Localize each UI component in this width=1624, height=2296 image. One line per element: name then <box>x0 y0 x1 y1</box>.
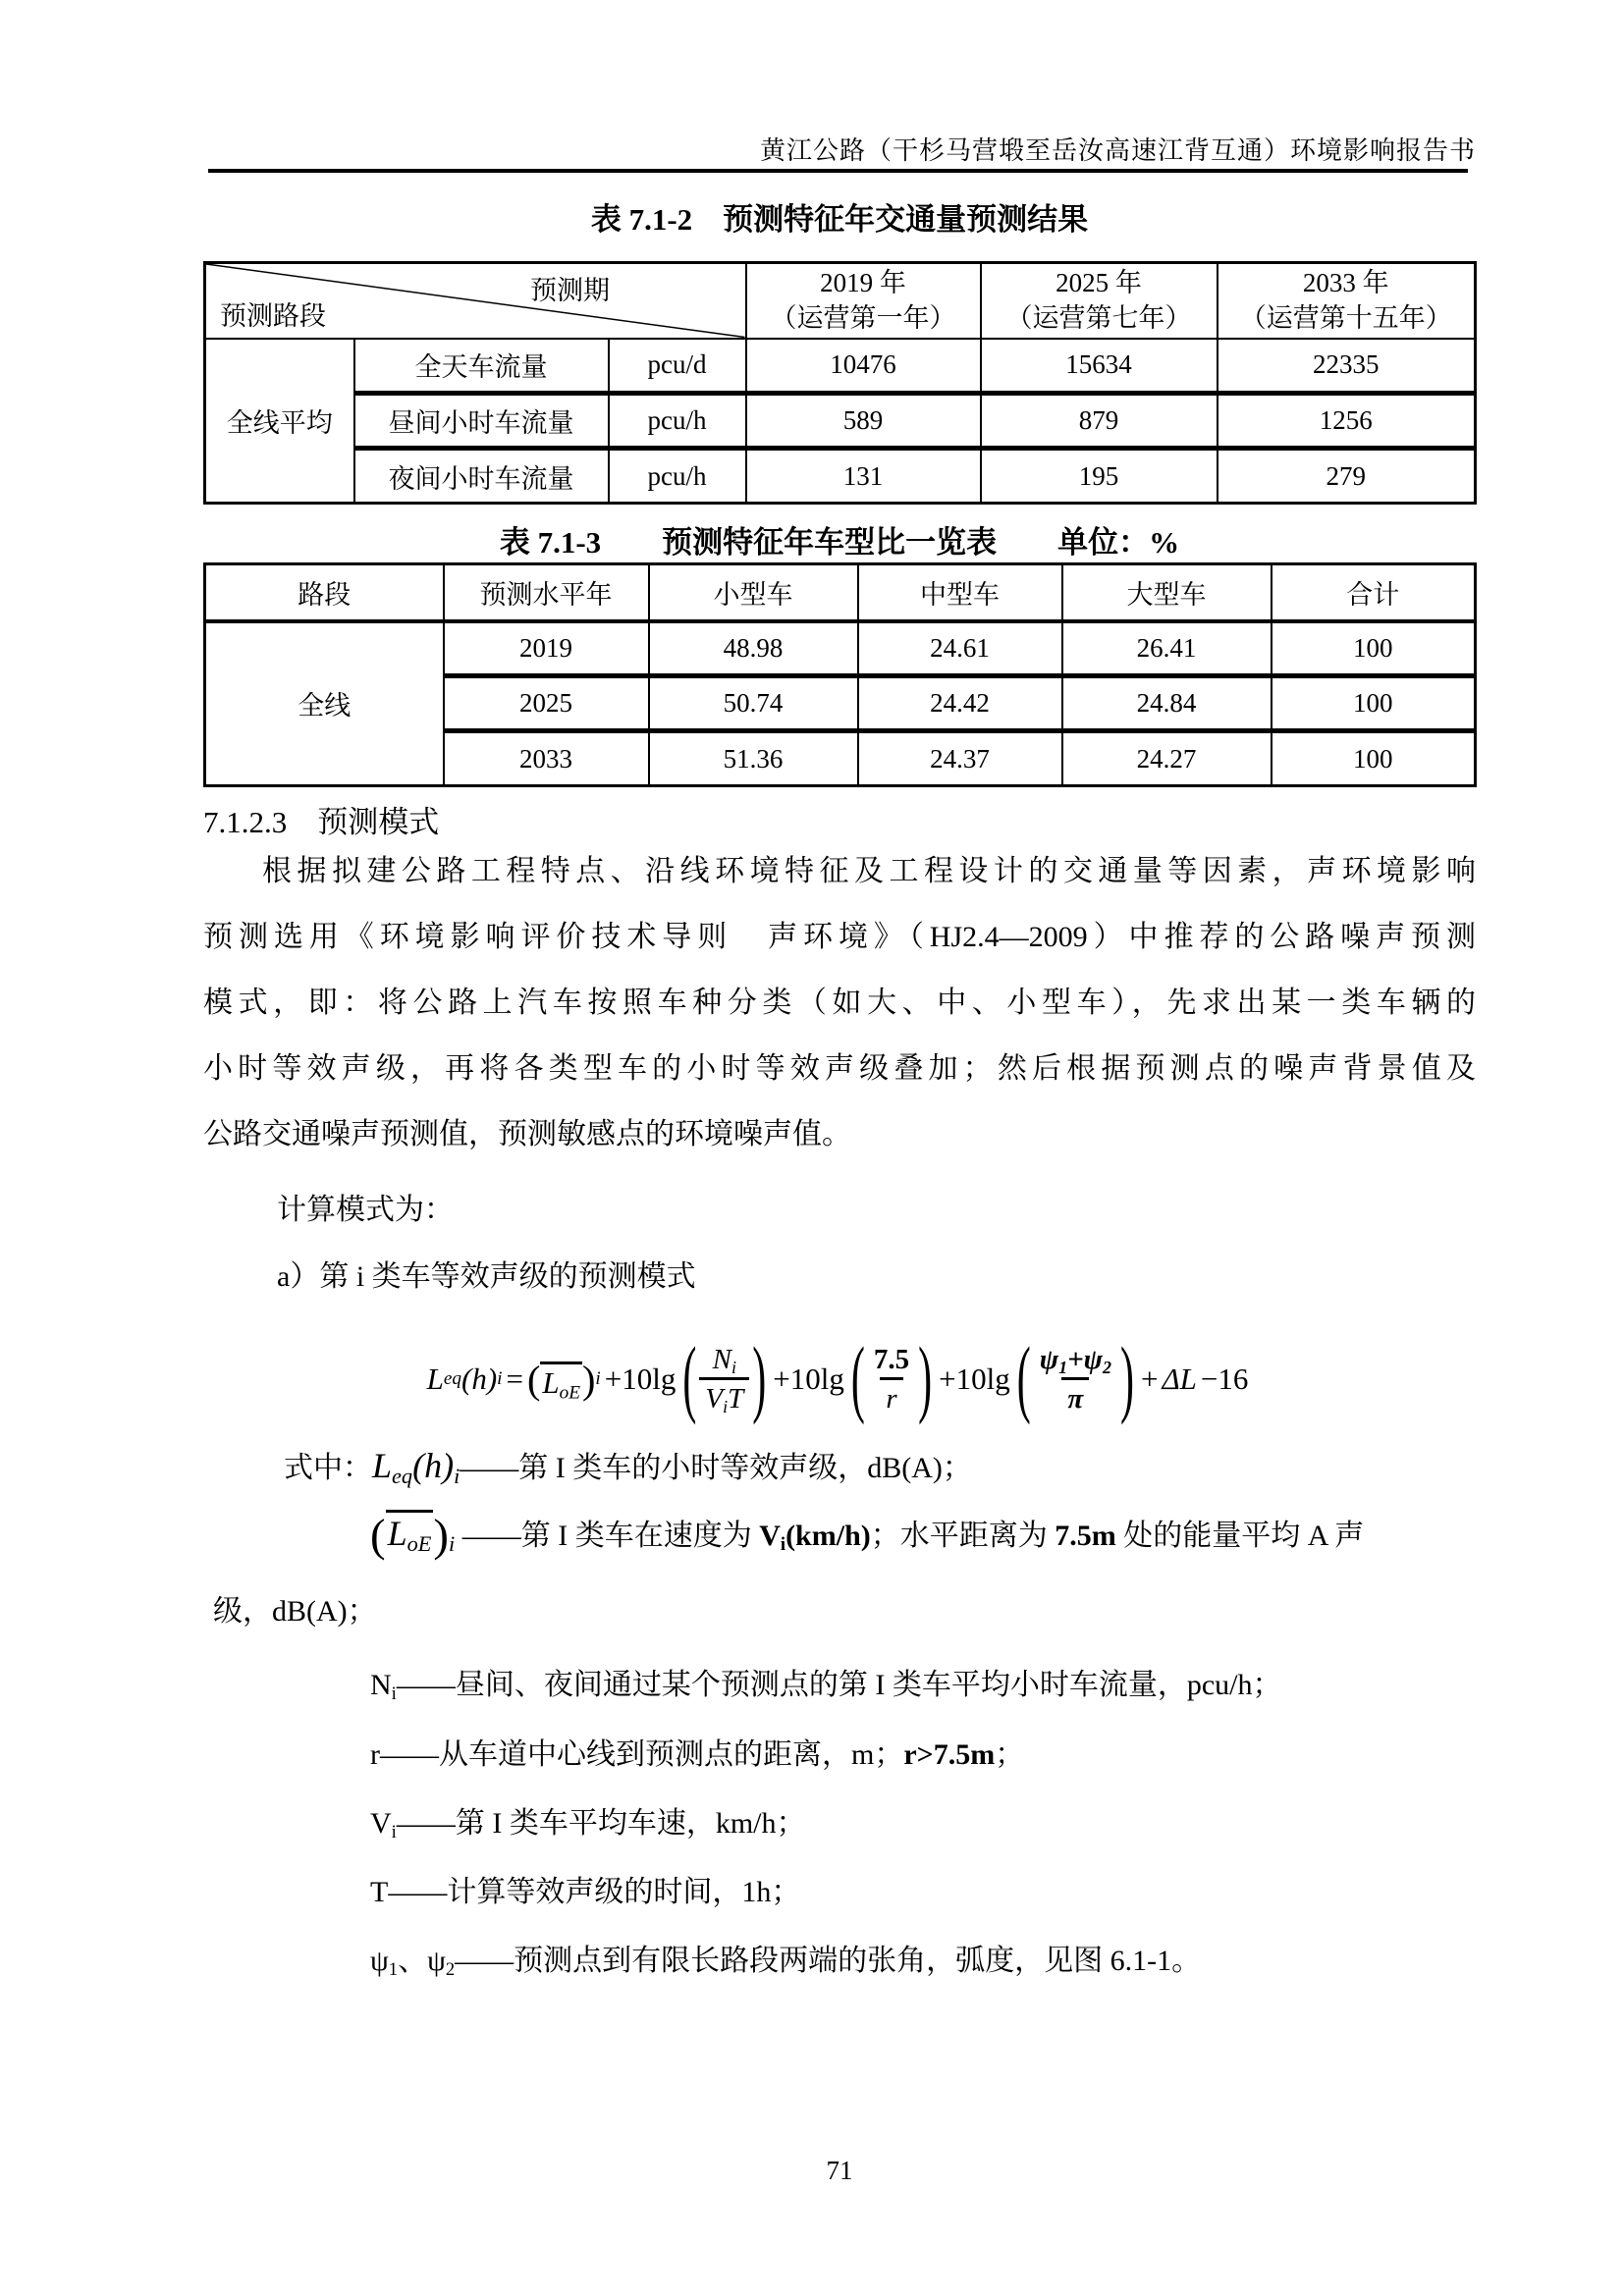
unit-cell: pcu/h <box>609 394 746 449</box>
math-sub-2: 2 <box>1102 1357 1111 1377</box>
math-sub-eq: eq <box>392 1464 413 1489</box>
def-loe-line <box>203 1510 1624 1562</box>
def-ni-line <box>203 1666 1624 1705</box>
math-L: L <box>387 1514 407 1553</box>
math-sub-i: i <box>391 1683 397 1705</box>
para-line: 模式，即：将公路上汽车按照车种分类（如大、中、小型车），先求出某一类车辆的 <box>203 987 1476 1019</box>
year-note: （运营第十五年） <box>1239 303 1452 334</box>
math-Vi <box>370 1807 397 1843</box>
fraction-denominator <box>699 1377 749 1416</box>
table-row <box>205 621 1476 676</box>
unit-cell: pcu/d <box>609 339 746 394</box>
leq-formula <box>203 1315 1476 1443</box>
math-psi2: ψ <box>1083 1343 1103 1375</box>
def-ni-desc: ——昼间、夜间通过某个预测点的第 I 类车平均小时车流量，pcu/h； <box>396 1669 1282 1701</box>
math-sub-oE: oE <box>559 1381 580 1403</box>
math-sub-i: i <box>780 1534 786 1556</box>
dash: —— <box>460 1452 519 1484</box>
para-line: 根据拟建公路工程特点、沿线环境特征及工程设计的交通量等因素，声环境影响 <box>262 855 1476 887</box>
formula-loe-term: ( $L_{oE}$ ) i <box>526 1357 601 1403</box>
value-r-7.5m: r>7.5m <box>903 1738 996 1771</box>
log-operator: +10lg <box>604 1362 677 1396</box>
value-cell: 24.42 <box>858 676 1062 731</box>
row-group-cell: 全线平均 <box>205 339 354 504</box>
math-L: L <box>372 1446 393 1485</box>
math-LoE-symbol <box>370 1510 456 1562</box>
fraction-numerator <box>1034 1343 1117 1377</box>
equals-sign: = <box>506 1362 523 1396</box>
value-7.5m: 7.5m <box>1055 1520 1116 1552</box>
big-paren-close: ) <box>918 1331 933 1427</box>
value-cell: 10476 <box>746 339 981 394</box>
math-pi: π <box>1061 1377 1089 1416</box>
table1-title: 表 7.1-2 预测特征年交通量预测结果 <box>590 202 1089 237</box>
fraction-numerator: 7.5 <box>873 1343 910 1375</box>
log-operator: +10lg <box>773 1362 844 1396</box>
math-arg-h: (h) <box>461 1362 498 1396</box>
math-sub-i: i <box>449 1531 456 1557</box>
table-row <box>205 394 1476 449</box>
value-cell: 24.27 <box>1062 731 1272 786</box>
big-paren-open: ( <box>682 1331 697 1427</box>
col-header-2025 <box>981 263 1218 339</box>
value-cell: 50.74 <box>649 676 858 731</box>
def-r-line <box>203 1735 1624 1775</box>
math-T: T <box>728 1382 744 1415</box>
metric-label: 全天车流量 <box>354 339 609 394</box>
table-row <box>205 263 1476 339</box>
value-cell: 100 <box>1272 676 1476 731</box>
math-psi: ψ <box>370 1945 389 1977</box>
math-sub-1: 1 <box>1058 1357 1068 1377</box>
header-rule <box>208 169 1468 173</box>
math-deltaL: ΔL <box>1162 1362 1197 1396</box>
math-V: V <box>705 1382 724 1415</box>
def-intro-label: 式中： <box>284 1452 372 1484</box>
value-cell: 51.36 <box>649 731 858 786</box>
math-sub-oE: oE <box>406 1531 432 1557</box>
table-row <box>205 449 1476 504</box>
col-header-small: 小型车 <box>649 564 858 621</box>
overline-LoE <box>386 1510 434 1557</box>
metric-label: 昼间小时车流量 <box>354 394 609 449</box>
formula-tail <box>1137 1362 1252 1397</box>
def-leq-desc: 第 I 类车的小时等效声级，dB(A)； <box>518 1452 972 1484</box>
def-loe-continuation: 级，dB(A)； <box>213 1595 377 1628</box>
year-cell: 2033 <box>444 731 649 786</box>
col-header-year: 预测水平年 <box>444 564 649 621</box>
def-psi-line <box>203 1942 1624 1981</box>
math-arg-h: (h) <box>412 1446 455 1485</box>
big-paren-close: ) <box>752 1331 767 1427</box>
section-heading: 7.1.2.3 预测模式 <box>203 805 440 839</box>
overline-LoE <box>540 1362 582 1403</box>
math-sub-i: i <box>454 1464 460 1489</box>
value-cell: 1256 <box>1218 394 1476 449</box>
formula-lhs: L eq (h) i = <box>426 1362 523 1396</box>
separator: 、 <box>398 1945 428 1977</box>
page-content <box>203 0 1476 2296</box>
fraction-7.5-over-r <box>868 1343 915 1416</box>
table-row <box>205 564 1476 621</box>
value-cell: 22335 <box>1218 339 1476 394</box>
corner-header-cell <box>205 263 746 339</box>
fraction-N-over-VT <box>699 1343 749 1416</box>
formula-term-traffic <box>601 1331 769 1427</box>
calc-mode-line: 计算模式为： <box>277 1194 454 1226</box>
year-cell: 2019 <box>444 621 649 676</box>
math-sub-i: i <box>731 1357 736 1377</box>
big-paren-open: ( <box>850 1331 865 1427</box>
year-label: 2033 年 <box>1302 268 1389 298</box>
value-cell: 15634 <box>981 339 1218 394</box>
paren-open: ( <box>370 1510 386 1562</box>
def-r-end: ； <box>995 1738 1025 1771</box>
col-header-total: 合计 <box>1272 564 1476 621</box>
formula-term-distance <box>769 1331 935 1427</box>
math-sub-2: 2 <box>445 1959 456 1981</box>
year-label: 2019 年 <box>820 268 906 298</box>
math-Leq-symbol <box>372 1446 460 1489</box>
def-t-line: T——计算等效声级的时间，1h； <box>370 1876 801 1908</box>
value-cell: 879 <box>981 394 1218 449</box>
value-cell: 195 <box>981 449 1218 504</box>
value-cell: 131 <box>746 449 981 504</box>
fraction-denominator: r <box>880 1377 902 1416</box>
math-sub-1: 1 <box>388 1959 399 1981</box>
table2-title: 表 7.1-3 预测特征年车型比一览表 单位：% <box>499 525 1180 560</box>
col-header-section: 路段 <box>205 564 444 621</box>
year-cell: 2025 <box>444 676 649 731</box>
math-N: N <box>370 1669 392 1701</box>
year-note: （运营第七年） <box>1005 303 1192 334</box>
log-operator: +10lg <box>939 1362 1010 1396</box>
col-header-2019 <box>746 263 981 339</box>
running-header: 黄江公路（干杉马营塅至岳汝高速江背互通）环境影响报告书 <box>759 136 1476 165</box>
year-label: 2025 年 <box>1056 268 1142 298</box>
metric-label: 夜间小时车流量 <box>354 449 609 504</box>
table-vehicle-type-ratio <box>203 562 1477 787</box>
formula-term-angle <box>935 1331 1137 1427</box>
unit-kmh: (km/h) <box>785 1520 871 1552</box>
math-psi1: ψ <box>1039 1343 1059 1375</box>
math-L: L <box>426 1362 444 1396</box>
def-loe-desc: 处的能量平均 A 声 <box>1115 1520 1365 1552</box>
plus-sign: + <box>1067 1343 1084 1375</box>
math-psi2 <box>427 1945 456 1981</box>
para-line: 预测选用《环境影响评价技术导则 声环境》（HJ2.4—2009）中推荐的公路噪声预测 <box>203 921 1476 953</box>
table-row <box>205 339 1476 394</box>
value-cell: 24.84 <box>1062 676 1272 731</box>
value-cell: 26.41 <box>1062 621 1272 676</box>
plus-sign: + <box>1140 1362 1159 1396</box>
unit-cell: pcu/h <box>609 449 746 504</box>
corner-label-section: 预测路段 <box>220 300 326 331</box>
minus-16: −16 <box>1200 1362 1249 1396</box>
item-a-line: a）第 i 类车等效声级的预测模式 <box>277 1260 696 1293</box>
def-intro-line <box>203 1446 1556 1488</box>
fraction-psi-over-pi <box>1034 1343 1117 1416</box>
math-L: L <box>542 1364 560 1400</box>
math-N: N <box>712 1343 731 1375</box>
math-psi: ψ <box>427 1945 446 1977</box>
para-line: 公路交通噪声预测值，预测敏感点的环境噪声值。 <box>203 1118 851 1150</box>
corner-label-period: 预测期 <box>530 276 610 305</box>
math-sub-i: i <box>391 1822 397 1843</box>
fraction-numerator <box>707 1343 742 1377</box>
math-V: V <box>370 1807 392 1840</box>
paren-open: ( <box>526 1357 541 1402</box>
def-loe-desc: ；水平距离为 <box>870 1520 1056 1552</box>
body-paragraph <box>203 852 1476 1181</box>
value-cell: 100 <box>1272 731 1476 786</box>
def-loe-desc: 第 I 类车在速度为 <box>520 1520 760 1552</box>
page-number: 71 <box>826 2156 853 2185</box>
value-cell: 100 <box>1272 621 1476 676</box>
paren-close: ) <box>433 1510 450 1562</box>
value-cell: 589 <box>746 394 981 449</box>
value-cell: 24.61 <box>858 621 1062 676</box>
dash: —— <box>455 1520 521 1552</box>
para-line: 小时等效声级，再将各类型车的小时等效声级叠加；然后根据预测点的噪声背景值及 <box>203 1052 1476 1085</box>
col-header-large: 大型车 <box>1062 564 1272 621</box>
math-V: V <box>759 1520 781 1552</box>
math-Vi <box>759 1520 871 1556</box>
value-cell: 48.98 <box>649 621 858 676</box>
def-r-desc: r——从车道中心线到预测点的距离，m； <box>370 1738 904 1771</box>
math-Ni <box>370 1669 397 1705</box>
paren-close: ) <box>582 1357 596 1402</box>
def-vi-desc: ——第 I 类车平均车速，km/h； <box>396 1807 806 1840</box>
math-sub-i: i <box>723 1396 729 1416</box>
big-paren-open: ( <box>1016 1331 1031 1427</box>
col-header-2033 <box>1218 263 1476 339</box>
value-cell: 279 <box>1218 449 1476 504</box>
row-group-cell: 全线 <box>205 621 444 786</box>
value-cell: 24.37 <box>858 731 1062 786</box>
table-traffic-forecast <box>203 261 1477 505</box>
def-psi-desc: ——预测点到有限长路段两端的张角，弧度，见图 6.1-1。 <box>455 1945 1202 1977</box>
math-psi1 <box>370 1945 399 1981</box>
def-vi-line <box>203 1804 1624 1843</box>
col-header-medium: 中型车 <box>858 564 1062 621</box>
year-note: （运营第一年） <box>770 303 956 334</box>
big-paren-close: ) <box>1119 1331 1134 1427</box>
